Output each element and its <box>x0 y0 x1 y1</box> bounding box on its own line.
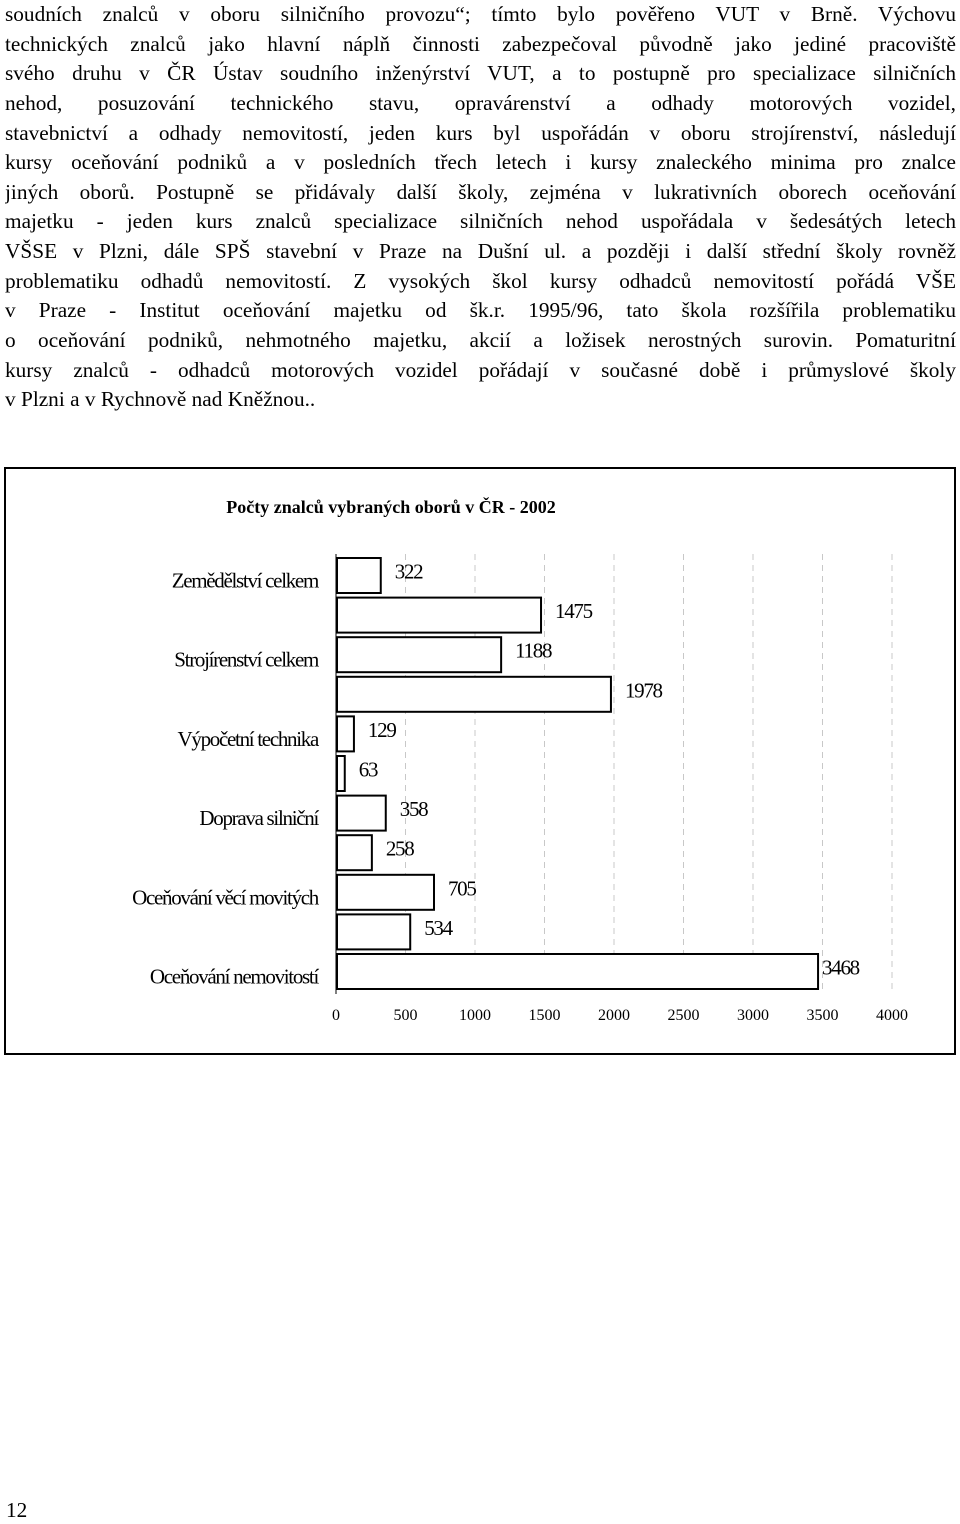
category-label: Zemědělství celkem <box>171 568 318 593</box>
bar <box>337 677 611 712</box>
bar <box>337 875 434 910</box>
body-text-line: kursy oceňování podniků a v posledních třech letech i kursy znaleckého minima pro znalce <box>5 150 956 175</box>
page-number: 12 <box>6 1498 28 1522</box>
x-tick-label: 1500 <box>528 1007 561 1024</box>
bar-value-label: 129 <box>367 717 396 742</box>
chart-frame <box>4 467 956 1055</box>
body-text-line: technických znalců jako hlavní náplň činnosti zabezpečoval původně jako jediné pracoviště <box>5 31 956 56</box>
category-label: Oceňování nemovitostí <box>149 964 318 989</box>
body-text-line: svého druhu v ČR Ústav soudního inženýrství VUT, a to postupně pro specializace silničních <box>5 61 956 86</box>
body-text-line: majetku - jeden kurs znalců specializace silničních nehod uspořádala v šedesátých letech <box>5 209 956 234</box>
bar-value-label: 1978 <box>624 678 662 703</box>
bar-value-label: 63 <box>358 757 378 782</box>
x-tick-label: 3000 <box>737 1007 769 1024</box>
body-text-line: v Plzni a v Rychnově nad Kněžnou.. <box>5 387 316 412</box>
body-text-line: nehod, posuzování technického stavu, opravárenství a odhady motorových vozidel, <box>5 90 956 115</box>
bar-value-label: 322 <box>394 559 423 584</box>
bar-value-label: 358 <box>399 797 428 822</box>
body-text-line: stavebnictví a odhady nemovitostí, jeden kurs byl uspořádán v oboru strojírenství, následují <box>5 120 956 145</box>
chart-title: Počty znalců vybraných oborů v ČR - 2002 <box>226 497 556 517</box>
bar <box>337 598 541 633</box>
x-tick-label: 3500 <box>806 1007 839 1024</box>
x-tick-label: 2000 <box>598 1007 630 1024</box>
category-label: Doprava silniční <box>199 806 318 831</box>
x-tick-label: 2500 <box>667 1007 700 1024</box>
bar <box>337 954 818 989</box>
body-text-line: VŠSE v Plzni, dále SPŠ stavební v Praze na Dušní ul. a později i další střední školy rovněž <box>5 239 956 264</box>
bar <box>337 796 386 831</box>
bar <box>337 835 372 870</box>
body-text-line: jiných oborů. Postupně se přidávaly další školy, zejména v lukrativních oborech oceňování <box>5 179 956 204</box>
body-text <box>5 0 956 415</box>
category-label: Výpočetní technika <box>177 726 318 751</box>
x-tick-label: 500 <box>393 1007 418 1024</box>
x-tick-label: 0 <box>332 1007 340 1024</box>
x-tick-label: 4000 <box>876 1007 908 1024</box>
bar-value-label: 1475 <box>555 599 592 624</box>
bar <box>337 716 354 751</box>
bar-value-label: 534 <box>424 915 452 940</box>
bar-value-label: 1188 <box>515 638 552 663</box>
category-label: Strojírenství celkem <box>174 647 318 672</box>
body-text-line: soudních znalců v oboru silničního provozu“; tímto bylo pověřeno VUT v Brně. Výchovu <box>5 2 956 26</box>
bar <box>337 558 381 593</box>
body-text-line: kursy znalců - odhadců motorových vozidel pořádají v současné době i průmyslové školy <box>5 357 956 382</box>
category-label: Oceňování věcí movitých <box>132 885 318 910</box>
bar-value-label: 258 <box>385 836 414 861</box>
bar-value-label: 3468 <box>822 955 859 980</box>
bar <box>337 756 345 791</box>
x-tick-label: 1000 <box>459 1007 491 1024</box>
bar-value-label: 705 <box>447 876 476 901</box>
bar <box>337 637 501 672</box>
body-text-line: problematiku odhadů nemovitostí. Z vysokých škol kursy odhadců nemovitostí pořádá VŠE <box>5 268 956 293</box>
bar-chart <box>6 469 954 1053</box>
bar <box>337 914 410 949</box>
body-text-line: v Praze - Institut oceňování majetku od šk.r. 1995/96, tato škola rozšířila problematiku <box>5 298 956 323</box>
body-text-line: o oceňování podniků, nehmotného majetku, akcií a ložisek nerostných surovin. Pomaturitní <box>5 328 956 353</box>
